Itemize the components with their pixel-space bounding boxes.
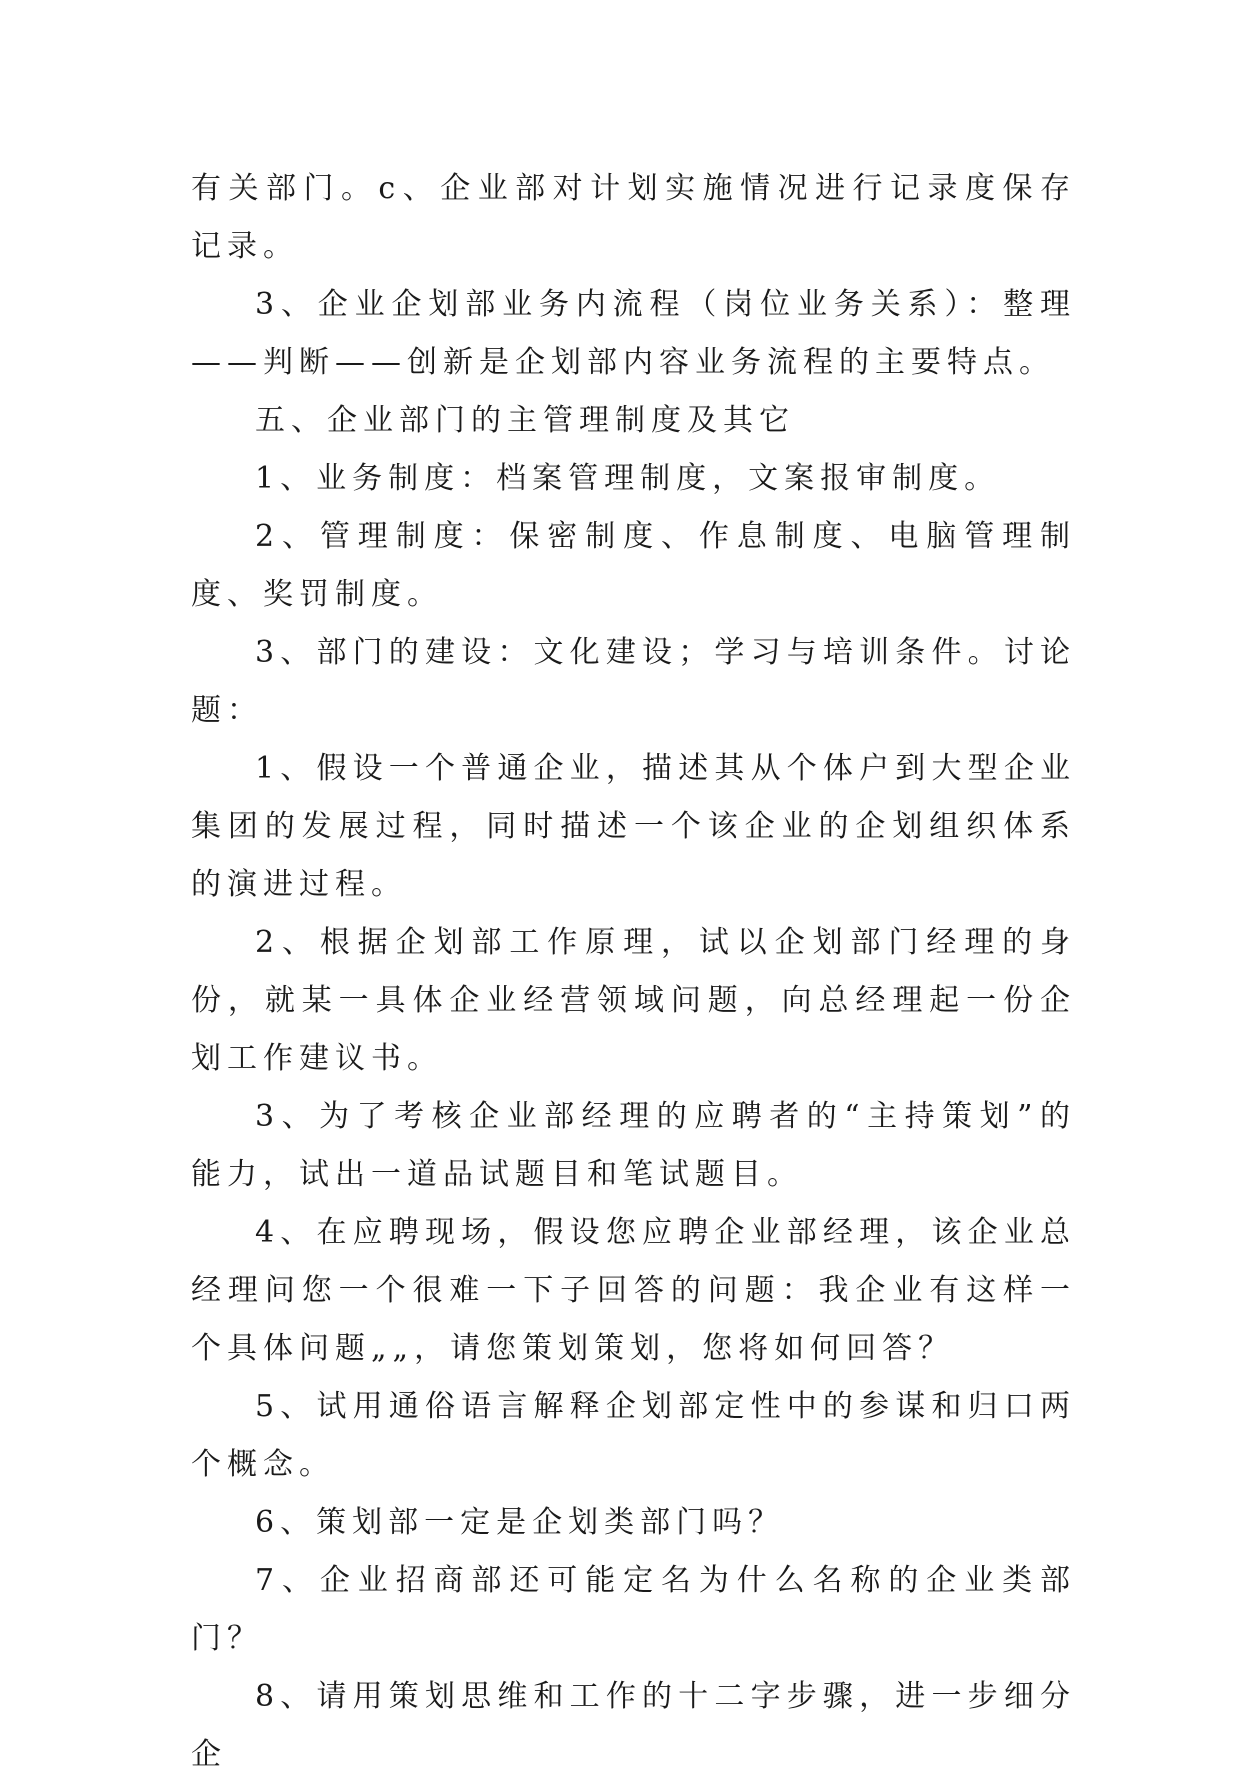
discussion-question: 8、请用策划思维和工作的十二字步骤，进一步细分企 [191,1679,1076,1772]
discussion-question: 7、企业招商部还可能定名为什么名称的企业类部门？ [191,1563,1076,1656]
section-heading: 五、企业部门的主管理制度及其它 [255,403,795,438]
paragraph: 2、管理制度：保密制度、作息制度、电脑管理制度、奖罚制度。 [191,519,1076,612]
discussion-question: 6、策划部一定是企划类部门吗？ [255,1505,785,1540]
discussion-question: 1、假设一个普通企业，描述其从个体户到大型企业集团的发展过程，同时描述一个该企业的企划组织体系的演进过程。 [191,751,1076,902]
paragraph: 1、业务制度：档案管理制度，文案报审制度。 [255,461,1001,496]
discussion-question: 4、在应聘现场，假设您应聘企业部经理，该企业总经理问您一个很难一下子回答的问题：我企业有这样一个具体问题„„，请您策划策划，您将如何回答？ [191,1215,1076,1366]
discussion-question: 2、根据企划部工作原理，试以企划部门经理的身份，就某一具体企业经营领域问题，向总经理起一份企划工作建议书。 [191,925,1076,1076]
discussion-question: 5、试用通俗语言解释企划部定性中的参谋和归口两个概念。 [191,1389,1076,1482]
paragraph: 3、企业企划部业务内流程（岗位业务关系）：整理——判断——创新是企划部内容业务流程的主要特点。 [191,287,1076,380]
paragraph: 3、部门的建设：文化建设；学习与培训条件。讨论题： [191,635,1076,728]
body-text [191,160,1076,1784]
paragraph: 有关部门。c、企业部对计划实施情况进行记录度保存记录。 [191,171,1076,264]
discussion-question: 3、为了考核企业部经理的应聘者的“主持策划”的能力，试出一道品试题目和笔试题目。 [191,1099,1076,1192]
